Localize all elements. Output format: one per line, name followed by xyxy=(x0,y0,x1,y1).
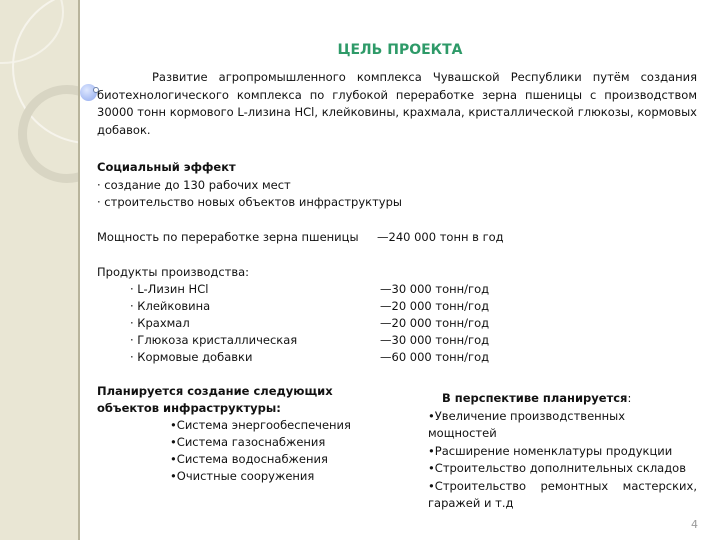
future-item: •Расширение номенклатуры продукции xyxy=(428,443,673,458)
products-heading: Продукты производства: xyxy=(97,265,250,279)
product-value: —30 000 тонн/год xyxy=(380,282,490,296)
social-heading: Социальный эффект xyxy=(97,160,236,174)
planned-item: •Система водоснабжения xyxy=(170,452,328,466)
slide-title: ЦЕЛЬ ПРОЕКТА xyxy=(337,42,463,58)
product-name: · Клейковина xyxy=(130,299,211,313)
future-item: •Строительство дополнительных складов xyxy=(428,461,686,475)
capacity-value: —240 000 тонн в год xyxy=(377,230,504,244)
intro-paragraph xyxy=(97,69,697,139)
planned-heading: Планируется создание следующих xyxy=(97,384,333,398)
page-number: 4 xyxy=(691,518,698,531)
product-name: · L-Лизин HCl xyxy=(130,282,209,296)
social-item: · создание до 130 рабочих мест xyxy=(97,178,291,192)
future-item: •Строительство ремонтных мастерских, xyxy=(428,478,697,493)
intro-text: Развитие агропромышленного комплекса Чувашской Республики путём создания биотехнологического комплекса по глубокой переработке зерна пшеницы с производством 30000 тонн кормового L-лизина HCl, клейковины, крахмала, кристаллической глюкозы, кормовых добавок. xyxy=(97,70,697,137)
future-plans xyxy=(428,390,697,513)
product-name: · Крахмал xyxy=(130,316,190,330)
product-value: —20 000 тонн/год xyxy=(380,299,490,313)
social-item: · строительство новых объектов инфраструктуры xyxy=(97,195,402,209)
future-heading: В перспективе планируется xyxy=(442,391,628,405)
product-value: —60 000 тонн/год xyxy=(380,350,490,364)
future-colon: : xyxy=(627,391,632,405)
planned-item: •Система энергообеспечения xyxy=(170,418,351,432)
product-name: · Кормовые добавки xyxy=(130,350,253,364)
future-item: гаражей и т.д xyxy=(428,496,514,510)
future-item: •Увеличение производственных мощностей xyxy=(428,408,626,440)
product-value: —30 000 тонн/год xyxy=(380,333,490,347)
planned-item: •Очистные сооружения xyxy=(170,469,315,483)
planned-item: •Система газоснабжения xyxy=(170,435,326,449)
decorative-side-panel xyxy=(0,0,80,540)
planned-heading: объектов инфраструктуры: xyxy=(97,401,281,415)
capacity-label: Мощность по переработке зерна пшеницы xyxy=(97,230,359,244)
product-value: —20 000 тонн/год xyxy=(380,316,490,330)
product-name: · Глюкоза кристаллическая xyxy=(130,333,298,347)
